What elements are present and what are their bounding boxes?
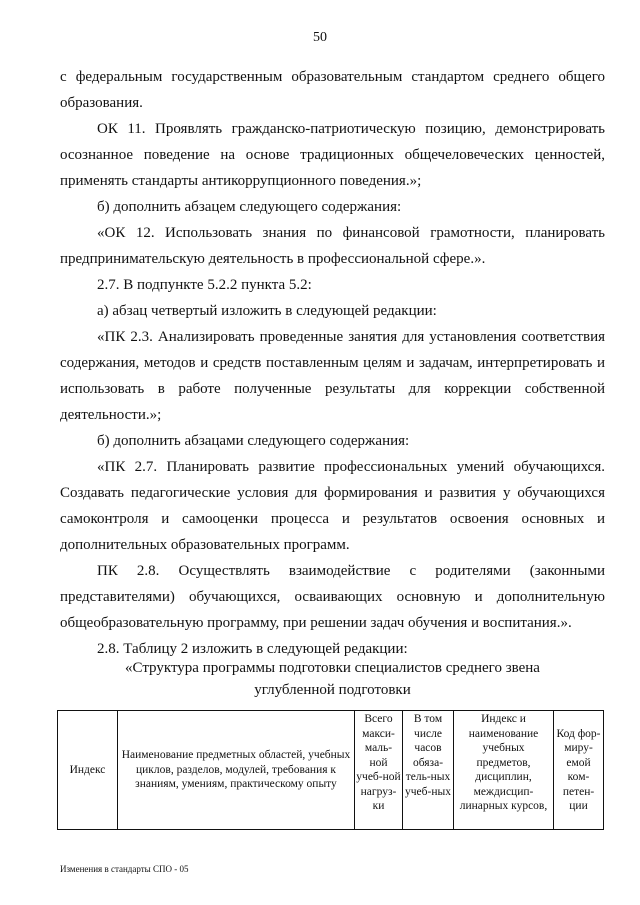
structure-table: [57, 710, 604, 830]
header-max-load: Всего макси-маль-ной учеб-ной нагруз-ки: [355, 711, 403, 830]
paragraph: ОК 11. Проявлять гражданско-патриотическую позицию, демонстрировать осознанное поведение на основе традиционных общечеловеческих ценностей, применять стандарты антикоррупционного поведения.»;: [60, 121, 605, 189]
paragraph: 2.8. Таблицу 2 изложить в следующей редакции:: [97, 641, 408, 657]
header-competence-code: Код фор-миру-емой ком-петен-ции: [554, 711, 604, 830]
paragraph: «ПК 2.3. Анализировать проведенные занятия для установления соответствия содержания, методов и средств поставленным целям и задачам, интерпретировать и использовать в работе полученные результаты для коррекции собственной деятельности.»;: [60, 329, 605, 423]
table-caption: [60, 657, 605, 701]
paragraph: 2.7. В подпункте 5.2.2 пункта 5.2:: [97, 277, 312, 293]
paragraph: б) дополнить абзацами следующего содержания:: [97, 433, 410, 449]
paragraph: «ПК 2.7. Планировать развитие профессиональных умений обучающихся. Создавать педагогические условия для формирования и развития у обучающихся самоконтроля и самооценки процесса и результатов освоения основных и дополнительных образовательных программ.: [60, 459, 605, 553]
paragraph: «ОК 12. Использовать знания по финансовой грамотности, планировать предпринимательскую деятельность в профессиональной сфере.».: [60, 225, 605, 267]
page-number: 50: [313, 30, 327, 45]
table-caption-line: углубленной подготовки: [254, 682, 411, 698]
header-index: Индекс: [58, 711, 118, 830]
table-caption-line: «Структура программы подготовки специалистов среднего звена: [125, 660, 540, 676]
paragraph: ПК 2.8. Осуществлять взаимодействие с родителями (законными представителями) обучающихся, осваивающих основную и дополнительную общеобразовательную программу, при решении задач обучения и воспитания.».: [60, 563, 605, 631]
body-text: [60, 64, 605, 662]
header-required-hours: В том числе часов обяза-тель-ных учеб-ных: [403, 711, 454, 830]
table-header-row: [58, 711, 604, 830]
paragraph: а) абзац четвертый изложить в следующей редакции:: [97, 303, 437, 319]
paragraph: б) дополнить абзацем следующего содержания:: [97, 199, 402, 215]
paragraph: с федеральным государственным образовательным стандартом среднего общего образования.: [60, 69, 605, 111]
footer-note: Изменения в стандарты СПО - 05: [60, 864, 189, 874]
header-subject-index: Индекс и наименование учебных предметов, дисциплин, междисцип-линарных курсов,: [454, 711, 554, 830]
header-name: Наименование предметных областей, учебных циклов, разделов, модулей, требования к знаниям, умениям, практическому опыту: [118, 711, 355, 830]
